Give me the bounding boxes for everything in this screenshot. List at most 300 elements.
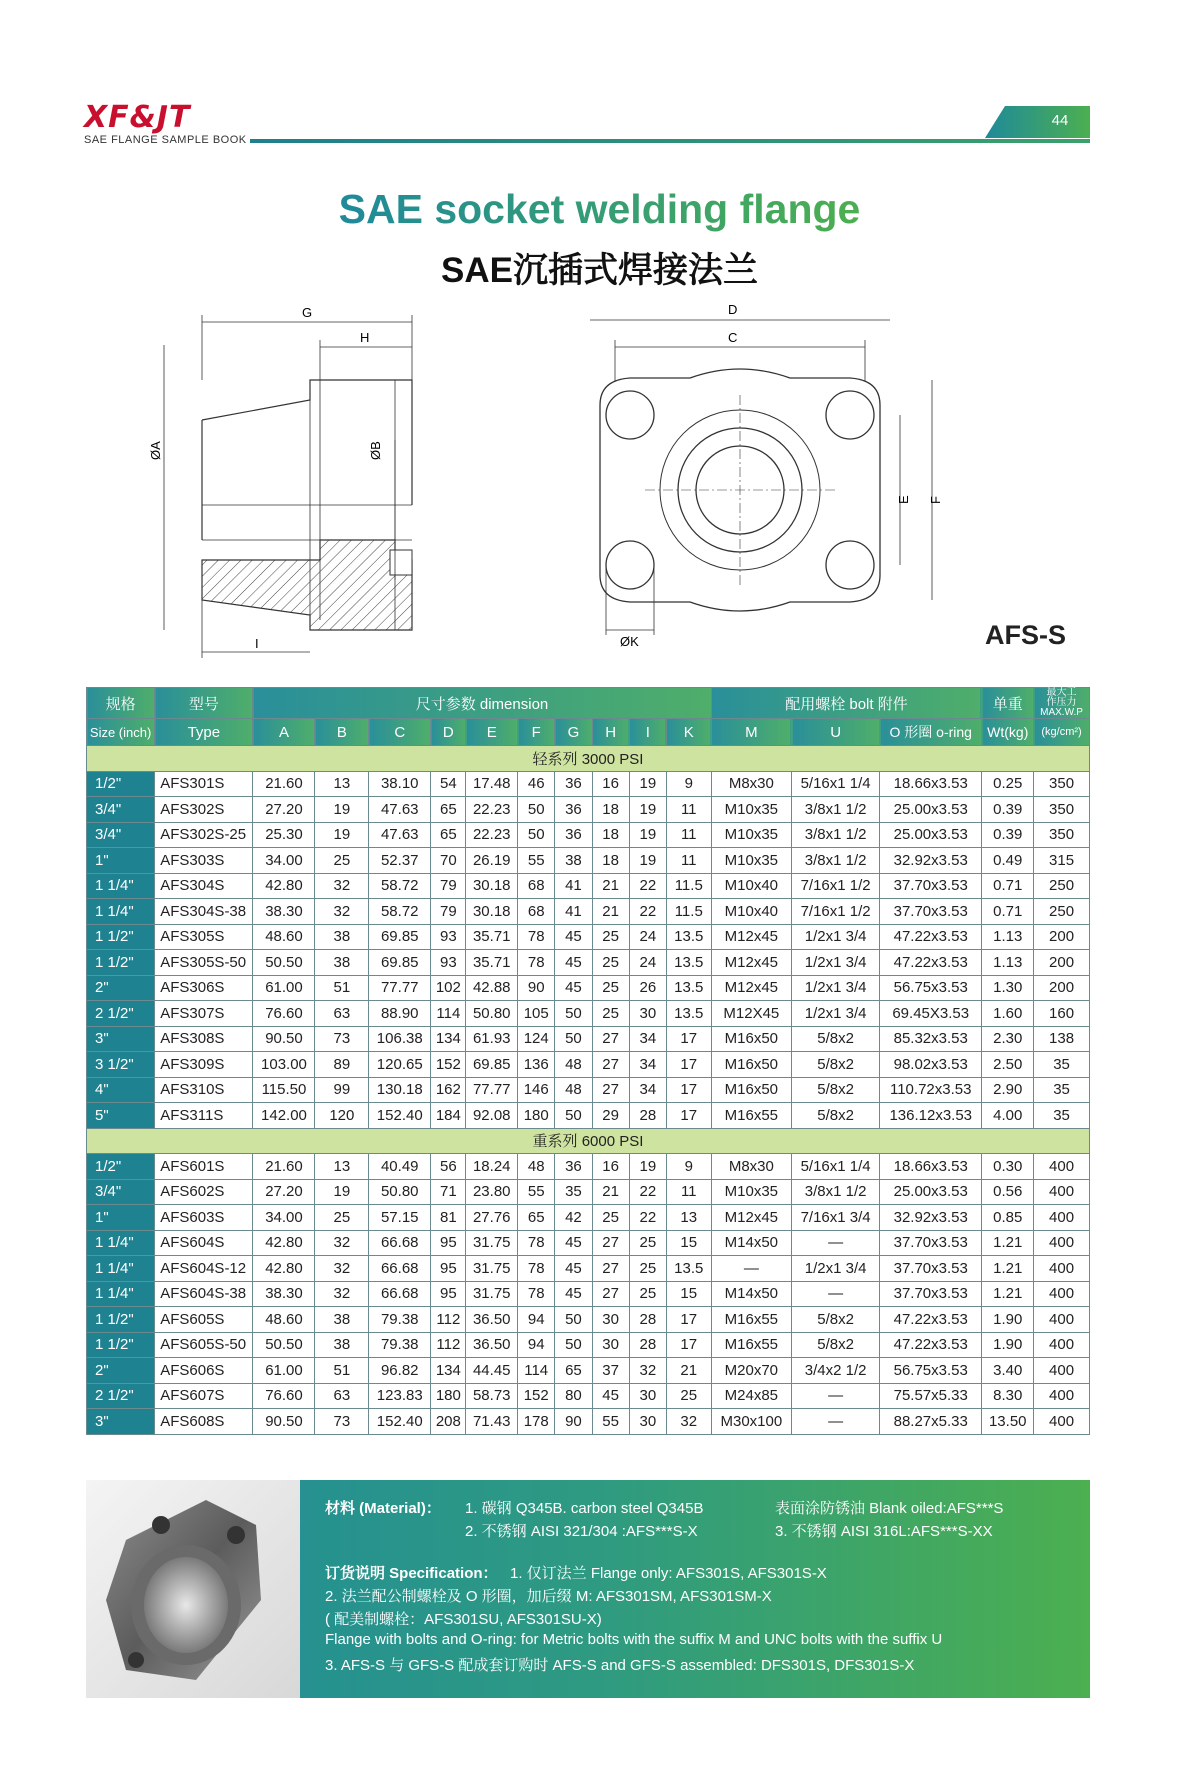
table-cell: 25: [592, 975, 629, 1001]
table-cell: 71: [431, 1179, 466, 1205]
table-cell: 32: [315, 873, 369, 899]
type-cell: AFS309S: [155, 1052, 253, 1078]
table-cell: 38: [315, 1307, 369, 1333]
table-cell: 90: [518, 975, 555, 1001]
table-cell: 38.10: [369, 771, 431, 797]
dim-label-i: I: [255, 636, 259, 651]
table-cell: 44.45: [466, 1358, 518, 1384]
table-row: [87, 1052, 1090, 1078]
table-cell: 34: [629, 1077, 666, 1103]
table-cell: —: [792, 1409, 880, 1435]
type-cell: AFS608S: [155, 1409, 253, 1435]
table-cell: 5/8x2: [792, 1052, 880, 1078]
table-cell: 30: [629, 1409, 666, 1435]
table-cell: 1.13: [982, 924, 1034, 950]
table-row: [87, 1103, 1090, 1129]
type-cell: AFS304S: [155, 873, 253, 899]
table-cell: 3/8x1 1/2: [792, 1179, 880, 1205]
table-cell: 48.60: [253, 924, 315, 950]
table-cell: 25: [629, 1256, 666, 1282]
type-cell: AFS302S: [155, 797, 253, 823]
series-band: [87, 1128, 1090, 1154]
table-cell: 27.20: [253, 797, 315, 823]
table-cell: 50: [518, 822, 555, 848]
type-cell: AFS304S-38: [155, 899, 253, 925]
table-cell: 13.5: [666, 924, 711, 950]
table-cell: M10x35: [711, 1179, 792, 1205]
table-cell: 134: [431, 1358, 466, 1384]
table-cell: 50: [555, 1103, 592, 1129]
type-cell: AFS307S: [155, 1001, 253, 1027]
size-cell: 2 1/2": [87, 1001, 155, 1027]
table-cell: 18: [592, 797, 629, 823]
table-cell: 25: [592, 924, 629, 950]
type-cell: AFS604S-38: [155, 1281, 253, 1307]
table-cell: 21: [592, 1179, 629, 1205]
table-cell: 17: [666, 1052, 711, 1078]
table-cell: 7/16x1 3/4: [792, 1205, 880, 1231]
dim-label-h: H: [360, 330, 370, 345]
table-cell: 400: [1034, 1205, 1090, 1231]
type-cell: AFS305S-50: [155, 950, 253, 976]
table-cell: 1/2x1 3/4: [792, 924, 880, 950]
col-head-a: A: [253, 719, 315, 746]
table-row: [87, 1179, 1090, 1205]
table-cell: 19: [315, 797, 369, 823]
table-cell: 200: [1034, 950, 1090, 976]
table-cell: 94: [518, 1307, 555, 1333]
type-cell: AFS308S: [155, 1026, 253, 1052]
size-cell: 2": [87, 975, 155, 1001]
table-cell: 78: [518, 1256, 555, 1282]
size-cell: 1 1/2": [87, 1307, 155, 1333]
type-cell: AFS604S-12: [155, 1256, 253, 1282]
size-cell: 1 1/4": [87, 899, 155, 925]
dim-label-k: ØK: [620, 634, 639, 649]
table-cell: 56: [431, 1154, 466, 1180]
series-label: 轻系列 3000 PSI: [87, 746, 1090, 772]
table-cell: 180: [518, 1103, 555, 1129]
material-line-2: 2. 不锈钢 AISI 321/304 :AFS***S-X: [465, 1523, 698, 1540]
table-row: [87, 975, 1090, 1001]
size-cell: 1 1/2": [87, 1332, 155, 1358]
table-cell: 350: [1034, 822, 1090, 848]
table-cell: 51: [315, 1358, 369, 1384]
table-cell: 42: [555, 1205, 592, 1231]
table-cell: 77.77: [466, 1077, 518, 1103]
table-cell: 27: [592, 1230, 629, 1256]
table-cell: 1/2x1 3/4: [792, 950, 880, 976]
table-cell: 41: [555, 873, 592, 899]
table-cell: —: [711, 1256, 792, 1282]
table-cell: 250: [1034, 899, 1090, 925]
table-cell: 24: [629, 924, 666, 950]
table-cell: 400: [1034, 1307, 1090, 1333]
table-row: [87, 950, 1090, 976]
table-cell: 5/16x1 1/4: [792, 1154, 880, 1180]
table-cell: 29: [592, 1103, 629, 1129]
table-cell: 4.00: [982, 1103, 1034, 1129]
table-cell: 22: [629, 1205, 666, 1231]
size-cell: 1": [87, 848, 155, 874]
table-cell: 178: [518, 1409, 555, 1435]
table-cell: 152: [518, 1383, 555, 1409]
table-cell: 50: [555, 1307, 592, 1333]
table-cell: 0.39: [982, 822, 1034, 848]
table-cell: 0.71: [982, 899, 1034, 925]
table-cell: 21: [666, 1358, 711, 1384]
table-cell: 13.5: [666, 1256, 711, 1282]
table-cell: 105: [518, 1001, 555, 1027]
col-head-wp: 最大工 作压力 MAX.W.P: [1034, 688, 1090, 719]
table-cell: 120: [315, 1103, 369, 1129]
table-cell: 21: [592, 873, 629, 899]
table-cell: 25.00x3.53: [880, 1179, 982, 1205]
table-cell: M10x35: [711, 797, 792, 823]
table-cell: 18.24: [466, 1154, 518, 1180]
table-cell: 152.40: [369, 1409, 431, 1435]
type-cell: AFS303S: [155, 848, 253, 874]
table-cell: 25.30: [253, 822, 315, 848]
table-cell: 48: [518, 1154, 555, 1180]
table-cell: 30: [629, 1001, 666, 1027]
size-cell: 1 1/4": [87, 1230, 155, 1256]
table-cell: 146: [518, 1077, 555, 1103]
table-cell: 78: [518, 1281, 555, 1307]
table-cell: 50.80: [466, 1001, 518, 1027]
table-cell: M14x50: [711, 1281, 792, 1307]
table-cell: 32: [315, 1256, 369, 1282]
table-cell: 45: [555, 924, 592, 950]
table-cell: 80: [555, 1383, 592, 1409]
table-cell: 9: [666, 771, 711, 797]
table-cell: 18: [592, 848, 629, 874]
size-cell: 3/4": [87, 797, 155, 823]
table-cell: 103.00: [253, 1052, 315, 1078]
table-cell: 1.21: [982, 1230, 1034, 1256]
table-row: [87, 1307, 1090, 1333]
table-cell: 45: [555, 1256, 592, 1282]
table-cell: M8x30: [711, 771, 792, 797]
table-cell: 400: [1034, 1358, 1090, 1384]
table-cell: 90: [555, 1409, 592, 1435]
type-cell: AFS306S: [155, 975, 253, 1001]
table-cell: 11: [666, 822, 711, 848]
page-title-en: SAE socket welding flange: [338, 186, 861, 232]
table-cell: 15: [666, 1281, 711, 1307]
table-cell: 38: [555, 848, 592, 874]
table-cell: 3/8x1 1/2: [792, 822, 880, 848]
table-cell: 13: [666, 1205, 711, 1231]
table-cell: 19: [629, 1154, 666, 1180]
table-cell: 47.63: [369, 797, 431, 823]
table-row: [87, 771, 1090, 797]
col-head-weight: Wt(kg): [982, 719, 1034, 746]
table-cell: 2.90: [982, 1077, 1034, 1103]
table-cell: 28: [629, 1332, 666, 1358]
table-cell: 51: [315, 975, 369, 1001]
table-cell: 136: [518, 1052, 555, 1078]
brand-logo: XF&JT: [84, 100, 191, 135]
dim-label-g: G: [302, 305, 313, 320]
table-cell: 16: [592, 771, 629, 797]
table-cell: M8x30: [711, 1154, 792, 1180]
table-cell: M24x85: [711, 1383, 792, 1409]
table-cell: 19: [629, 848, 666, 874]
table-cell: 114: [431, 1001, 466, 1027]
surface-line-1: 表面涂防锈油 Blank oiled:AFS***S: [775, 1500, 1004, 1517]
table-cell: 37.70x3.53: [880, 1256, 982, 1282]
table-row: [87, 1205, 1090, 1231]
table-cell: 25: [666, 1383, 711, 1409]
table-cell: 69.85: [369, 924, 431, 950]
table-cell: 36: [555, 1154, 592, 1180]
table-cell: 42.80: [253, 1256, 315, 1282]
table-row: [87, 1026, 1090, 1052]
table-cell: 95: [431, 1256, 466, 1282]
table-cell: 50: [555, 1001, 592, 1027]
table-cell: 25.00x3.53: [880, 822, 982, 848]
table-cell: 65: [431, 822, 466, 848]
table-cell: 34.00: [253, 848, 315, 874]
table-cell: 13.5: [666, 975, 711, 1001]
table-cell: 27: [592, 1256, 629, 1282]
type-cell: AFS606S: [155, 1358, 253, 1384]
table-cell: 37.70x3.53: [880, 873, 982, 899]
table-cell: 11: [666, 797, 711, 823]
table-cell: 34: [629, 1052, 666, 1078]
size-cell: 1 1/4": [87, 873, 155, 899]
type-cell: AFS605S: [155, 1307, 253, 1333]
table-cell: 32: [315, 899, 369, 925]
table-row: [87, 873, 1090, 899]
table-cell: 315: [1034, 848, 1090, 874]
size-cell: 3": [87, 1026, 155, 1052]
table-cell: 35.71: [466, 950, 518, 976]
table-cell: 110.72x3.53: [880, 1077, 982, 1103]
table-cell: 66.68: [369, 1281, 431, 1307]
table-cell: 400: [1034, 1230, 1090, 1256]
table-cell: 30: [592, 1332, 629, 1358]
table-cell: 5/8x2: [792, 1103, 880, 1129]
table-cell: 47.22x3.53: [880, 924, 982, 950]
table-cell: 400: [1034, 1256, 1090, 1282]
table-cell: 38: [315, 950, 369, 976]
table-cell: 200: [1034, 924, 1090, 950]
table-cell: 17: [666, 1103, 711, 1129]
table-cell: 123.83: [369, 1383, 431, 1409]
table-cell: 400: [1034, 1154, 1090, 1180]
table-cell: 38.30: [253, 1281, 315, 1307]
table-cell: 1/2x1 3/4: [792, 975, 880, 1001]
table-cell: 40.49: [369, 1154, 431, 1180]
table-cell: 2.50: [982, 1052, 1034, 1078]
table-cell: 66.68: [369, 1256, 431, 1282]
table-cell: 50.50: [253, 950, 315, 976]
table-cell: 200: [1034, 975, 1090, 1001]
table-cell: 55: [518, 848, 555, 874]
table-cell: 1.90: [982, 1307, 1034, 1333]
table-cell: 31.75: [466, 1256, 518, 1282]
table-cell: 19: [629, 797, 666, 823]
table-cell: 69.85: [466, 1052, 518, 1078]
table-cell: 58.72: [369, 873, 431, 899]
table-cell: 27: [592, 1077, 629, 1103]
col-head-dimension: 尺寸参数 dimension: [253, 688, 711, 719]
dim-label-a: ØA: [148, 441, 163, 460]
table-row: [87, 1358, 1090, 1384]
table-cell: 2.30: [982, 1026, 1034, 1052]
table-cell: 32: [315, 1230, 369, 1256]
size-cell: 5": [87, 1103, 155, 1129]
table-cell: 54: [431, 771, 466, 797]
table-cell: 32.92x3.53: [880, 848, 982, 874]
table-cell: 7/16x1 1/2: [792, 873, 880, 899]
table-cell: —: [792, 1383, 880, 1409]
table-cell: 50: [555, 1026, 592, 1052]
table-cell: 71.43: [466, 1409, 518, 1435]
table-cell: 36: [555, 771, 592, 797]
size-cell: 3 1/2": [87, 1052, 155, 1078]
table-cell: 46: [518, 771, 555, 797]
table-cell: 19: [315, 822, 369, 848]
table-cell: M30x100: [711, 1409, 792, 1435]
table-row: [87, 822, 1090, 848]
size-cell: 1 1/4": [87, 1256, 155, 1282]
table-row: [87, 1077, 1090, 1103]
table-cell: 18.66x3.53: [880, 1154, 982, 1180]
table-cell: 16: [592, 1154, 629, 1180]
table-cell: 350: [1034, 797, 1090, 823]
table-cell: 13: [315, 1154, 369, 1180]
product-photo: [86, 1480, 300, 1698]
table-cell: M12X45: [711, 1001, 792, 1027]
table-cell: 47.22x3.53: [880, 1307, 982, 1333]
table-cell: 24: [629, 950, 666, 976]
table-cell: 11: [666, 1179, 711, 1205]
table-cell: 1.30: [982, 975, 1034, 1001]
table-cell: 25: [592, 1001, 629, 1027]
table-cell: 65: [431, 797, 466, 823]
table-cell: 23.80: [466, 1179, 518, 1205]
table-cell: M16x55: [711, 1103, 792, 1129]
col-head-f: F: [518, 719, 555, 746]
surface-line-2: 3. 不锈钢 AISI 316L:AFS***S-XX: [775, 1523, 993, 1540]
size-cell: 1/2": [87, 1154, 155, 1180]
table-cell: M16x55: [711, 1307, 792, 1333]
table-cell: 95: [431, 1281, 466, 1307]
table-cell: 31.75: [466, 1230, 518, 1256]
table-cell: 1/2x1 3/4: [792, 1256, 880, 1282]
table-cell: 17: [666, 1307, 711, 1333]
table-cell: 69.85: [369, 950, 431, 976]
spec-line-4: Flange with bolts and O-ring: for Metric bolts with the suffix M and UNC bolts with the suffix U: [325, 1631, 943, 1648]
material-label: 材料 (Material)：: [325, 1500, 441, 1517]
table-cell: 93: [431, 950, 466, 976]
table-cell: 5/8x2: [792, 1307, 880, 1333]
col-head-bolt: 配用螺栓 bolt 附件: [711, 688, 982, 719]
table-cell: 45: [555, 1230, 592, 1256]
table-cell: 56.75x3.53: [880, 975, 982, 1001]
table-cell: 30: [629, 1383, 666, 1409]
table-cell: 120.65: [369, 1052, 431, 1078]
table-cell: 41: [555, 899, 592, 925]
table-cell: 76.60: [253, 1383, 315, 1409]
table-cell: 38: [315, 1332, 369, 1358]
table-cell: 63: [315, 1001, 369, 1027]
table-cell: 25.00x3.53: [880, 797, 982, 823]
col-head-size-cn: 规格: [87, 688, 155, 719]
table-cell: 38: [315, 924, 369, 950]
type-cell: AFS605S-50: [155, 1332, 253, 1358]
table-cell: 96.82: [369, 1358, 431, 1384]
table-cell: 45: [592, 1383, 629, 1409]
table-cell: 35: [1034, 1077, 1090, 1103]
table-cell: M12x45: [711, 1205, 792, 1231]
table-cell: 1.90: [982, 1332, 1034, 1358]
table-cell: 26: [629, 975, 666, 1001]
table-row: [87, 848, 1090, 874]
table-cell: 1/2x1 3/4: [792, 1001, 880, 1027]
table-cell: 5/16x1 1/4: [792, 771, 880, 797]
table-cell: 47.63: [369, 822, 431, 848]
series-label: 重系列 6000 PSI: [87, 1128, 1090, 1154]
spec-table-body: [87, 746, 1090, 1435]
spec-line-2: 2. 法兰配公制螺栓及 O 形圈，加后缀 M: AFS301SM, AFS301SM-X: [325, 1588, 772, 1605]
table-cell: 37.70x3.53: [880, 899, 982, 925]
table-cell: 28: [629, 1307, 666, 1333]
table-cell: M10x35: [711, 822, 792, 848]
table-cell: 350: [1034, 771, 1090, 797]
table-cell: 63: [315, 1383, 369, 1409]
table-cell: —: [792, 1281, 880, 1307]
col-head-d: D: [431, 719, 466, 746]
table-cell: M16x50: [711, 1077, 792, 1103]
table-row: [87, 1383, 1090, 1409]
table-cell: 68: [518, 873, 555, 899]
table-row: [87, 797, 1090, 823]
table-cell: 47.22x3.53: [880, 1332, 982, 1358]
col-head-c: C: [369, 719, 431, 746]
type-cell: AFS305S: [155, 924, 253, 950]
col-head-u: U: [792, 719, 880, 746]
table-cell: 8.30: [982, 1383, 1034, 1409]
table-cell: M10x40: [711, 899, 792, 925]
table-cell: 25: [592, 1205, 629, 1231]
table-row: [87, 1332, 1090, 1358]
col-head-i: I: [629, 719, 666, 746]
table-cell: 93: [431, 924, 466, 950]
table-cell: 11.5: [666, 899, 711, 925]
type-cell: AFS310S: [155, 1077, 253, 1103]
table-cell: 30: [592, 1307, 629, 1333]
spec-line-5: 3. AFS-S 与 GFS-S 配成套订购时 AFS-S and GFS-S assembled: DFS301S, DFS301S-X: [325, 1657, 915, 1674]
flange-photo-icon: [86, 1480, 300, 1698]
table-cell: 3.40: [982, 1358, 1034, 1384]
table-row: [87, 1001, 1090, 1027]
table-cell: 11: [666, 848, 711, 874]
col-head-m: M: [711, 719, 792, 746]
col-head-b: B: [315, 719, 369, 746]
table-cell: 19: [629, 771, 666, 797]
table-cell: 3/8x1 1/2: [792, 797, 880, 823]
table-cell: 102: [431, 975, 466, 1001]
table-cell: 3/8x1 1/2: [792, 848, 880, 874]
table-cell: 92.08: [466, 1103, 518, 1129]
table-cell: 65: [555, 1358, 592, 1384]
table-cell: 1.21: [982, 1281, 1034, 1307]
table-cell: 34: [629, 1026, 666, 1052]
